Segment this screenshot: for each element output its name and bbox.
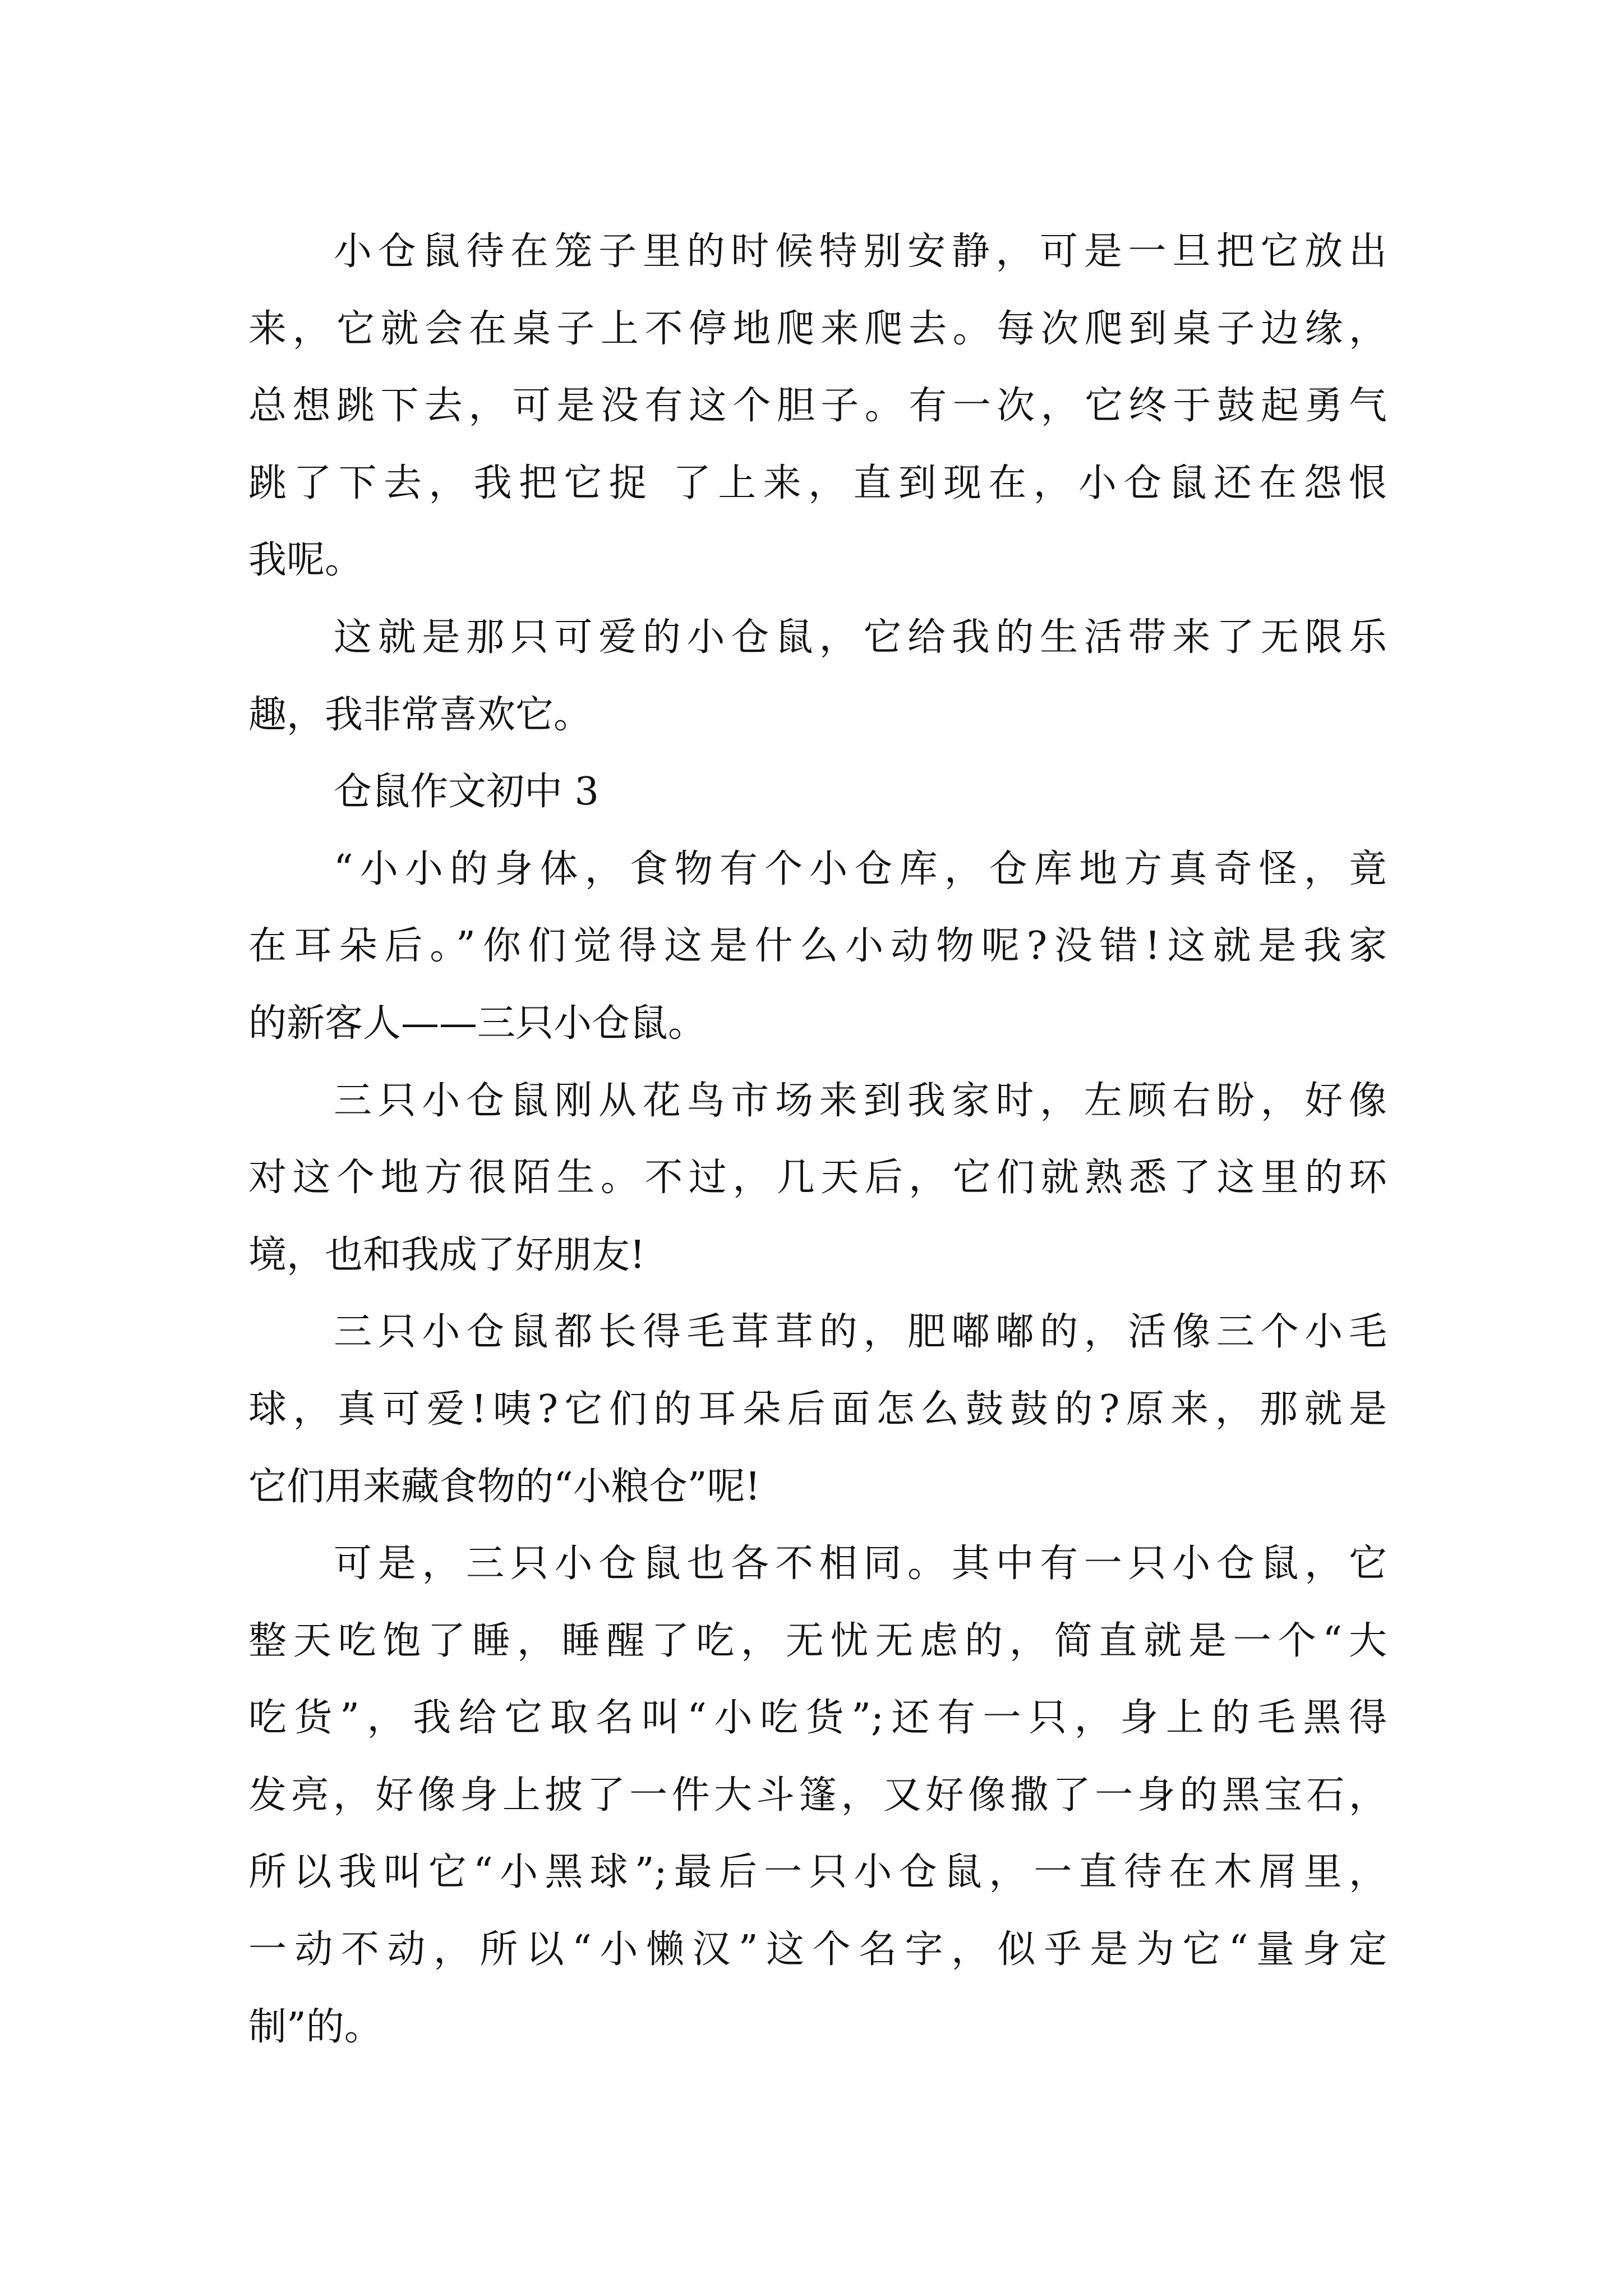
text-line: 境，也和我成了好朋友!: [248, 1232, 645, 1277]
text-line: 这就是那只可爱的小仓鼠，它给我的生活带来了无限乐: [334, 615, 1387, 660]
text-line: 制”的。: [248, 2004, 382, 2049]
text-line: 小仓鼠待在笼子里的时候特别安静，可是一旦把它放出: [334, 229, 1387, 274]
text-line: 可是，三只小仓鼠也各不相同。其中有一只小仓鼠，它: [334, 1542, 1387, 1586]
text-line: 球，真可爱!咦?它们的耳朵后面怎么鼓鼓的?原来，那就是: [248, 1387, 1387, 1432]
text-line: 对这个地方很陌生。不过，几天后，它们就熟悉了这里的环: [248, 1156, 1387, 1200]
text-line: 总想跳下去，可是没有这个胆子。有一次，它终于鼓起勇气: [248, 384, 1387, 429]
text-line: 来，它就会在桌子上不停地爬来爬去。每次爬到桌子边缘，: [248, 306, 1387, 351]
text-line: 它们用来藏食物的“小粮仓”呢!: [248, 1464, 760, 1509]
text-line: 趣，我非常喜欢它。: [248, 692, 592, 737]
text-line: 整天吃饱了睡，睡醒了吃，无忧无虑的，简直就是一个“大: [248, 1618, 1387, 1663]
text-line: 所以我叫它“小黑球”;最后一只小仓鼠，一直待在木屑里，: [248, 1850, 1387, 1895]
section-heading: 仓鼠作文初中 3: [334, 770, 599, 815]
text-line: “小小的身体，食物有个小仓库，仓库地方真奇怪，竟: [334, 846, 1387, 891]
text-line: 三只小仓鼠刚从花鸟市场来到我家时，左顾右盼，好像: [334, 1078, 1387, 1123]
text-line: 的新客人——三只小仓鼠。: [248, 1001, 707, 1046]
text-line: 三只小仓鼠都长得毛茸茸的，肥嘟嘟的，活像三个小毛: [334, 1310, 1387, 1355]
text-line: 在耳朵后。”你们觉得这是什么小动物呢?没错!这就是我家: [248, 924, 1387, 969]
text-line: 发亮，好像身上披了一件大斗篷，又好像撒了一身的黑宝石，: [248, 1773, 1387, 1818]
text-line: 我呢。: [248, 538, 363, 583]
text-line: 吃货”，我给它取名叫“小吃货”;还有一只，身上的毛黑得: [248, 1696, 1387, 1741]
text-line: 一动不动，所以“小懒汉”这个名字，似乎是为它“量身定: [248, 1927, 1387, 1972]
text-line: 跳了下去，我把它捉 了上来，直到现在，小仓鼠还在怨恨: [248, 461, 1387, 505]
document-body: [248, 213, 1387, 2065]
